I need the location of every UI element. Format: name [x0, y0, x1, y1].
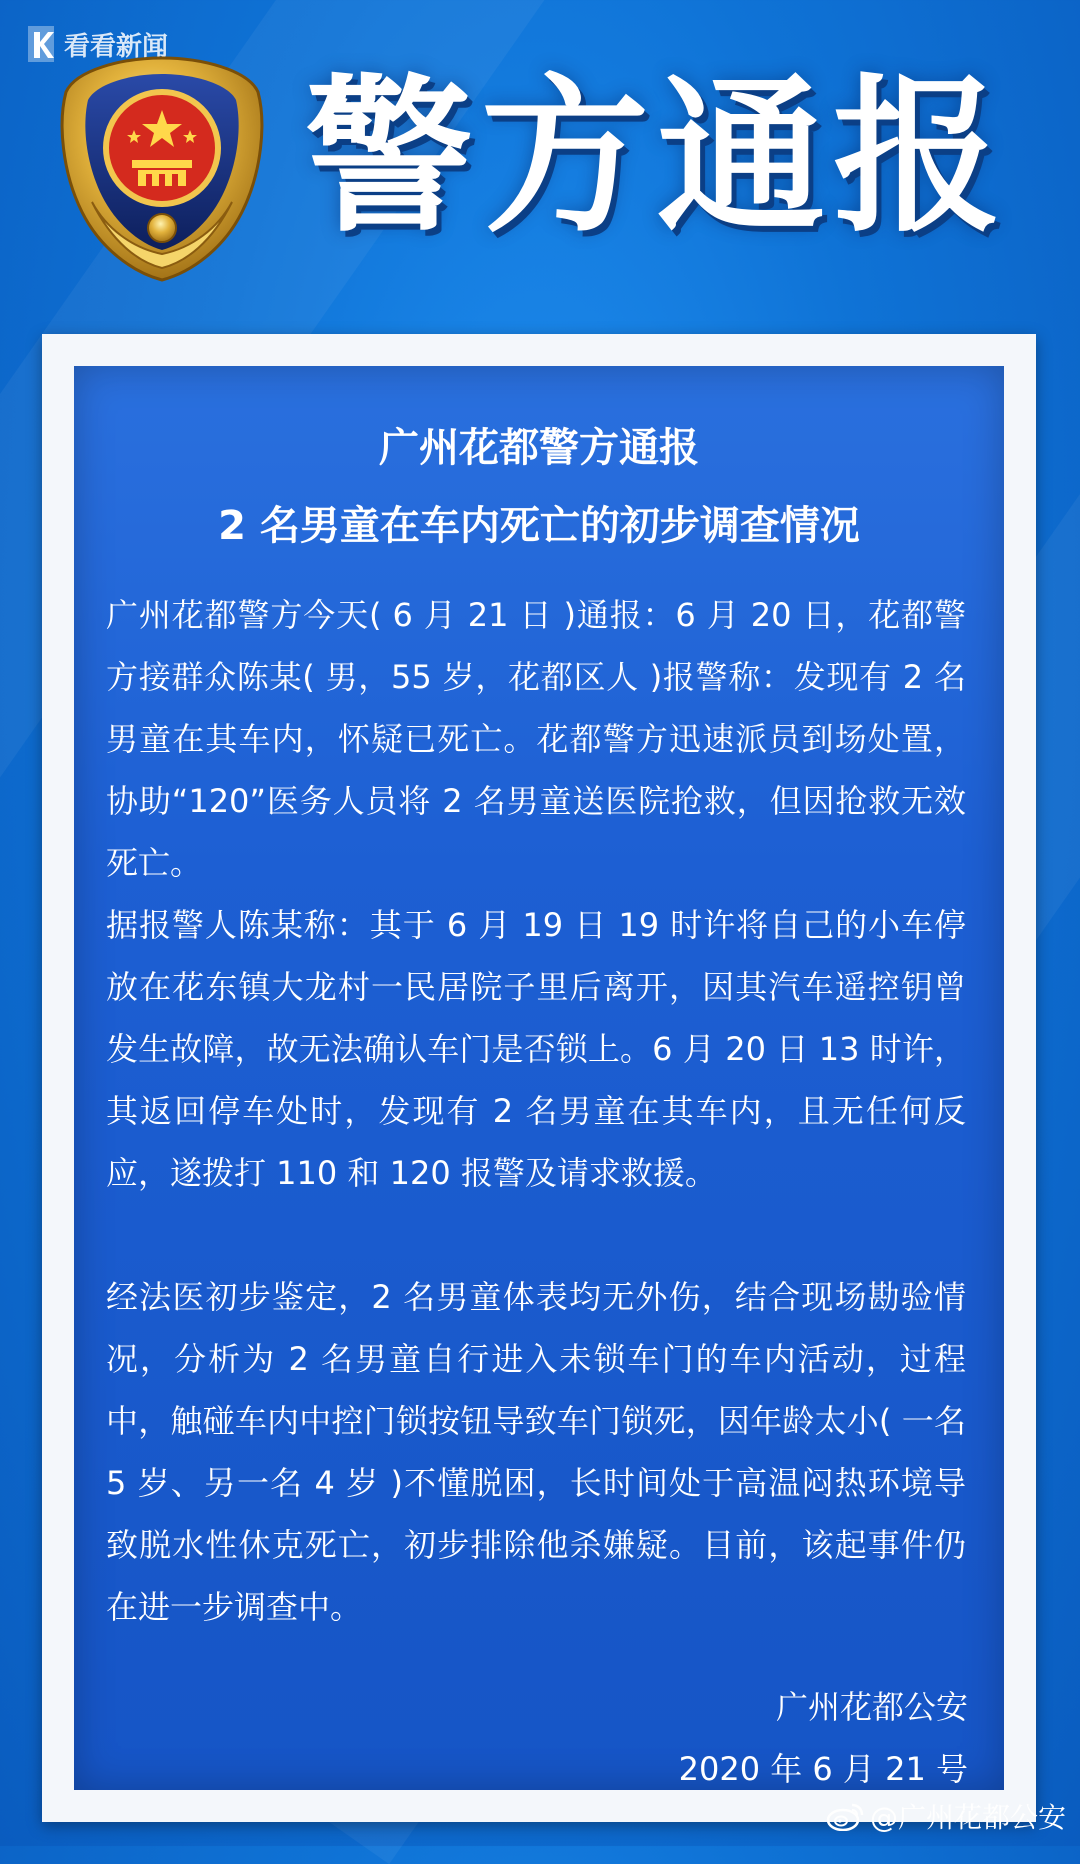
notice-subheading: 2 名男童在车内死亡的初步调查情况: [218, 503, 860, 549]
weibo-icon: [826, 1801, 864, 1831]
notice-heading: 广州花都警方通报: [379, 425, 699, 471]
weibo-watermark: [826, 1796, 1066, 1836]
police-emblem-icon: [52, 52, 272, 284]
paragraph-3: 经法医初步鉴定，2 名男童体表均无外伤，结合现场勘验情况，分析为 2 名男童自行进入未锁车门的车内活动，过程中，触碰车内中控门锁按钮导致车门锁死，因年龄太小( 一名 5 岁、另一名 4 岁 )不懂脱困，长时间处于高温闷热环境导致脱水性休克死亡，初步排除他杀嫌疑。目前，该起事件仍在进一步调查中。: [106, 1278, 966, 1626]
paragraph-2: 据报警人陈某称：其于 6 月 19 日 19 时许将自己的小车停放在花东镇大龙村一民居院子里后离开，因其汽车遥控钥曾发生故障，故无法确认车门是否锁上。6 月 20 日 13 时许，其返回停车处时，发现有 2 名男童在其车内，且无任何反应，遂拨打 110 和 120 报警及请求救援。: [106, 906, 966, 1192]
notice-frame: [42, 334, 1036, 1822]
weibo-handle: @广州花都公安: [869, 1801, 1066, 1834]
watermark-text: 看看新闻: [64, 31, 169, 62]
signature: 广州花都公安: [775, 1688, 968, 1726]
notice-date: 2020 年 6 月 21 号: [678, 1750, 968, 1788]
main-title: 警方通报: [305, 59, 1009, 255]
paragraph-1: 广州花都警方今天( 6 月 21 日 )通报：6 月 20 日，花都警方接群众陈某( 男，55 岁，花都区人 )报警称：发现有 2 名男童在其车内，怀疑已死亡。花都警方迅速派员到场处置，协助“120”医务人员将 2 名男童送医院抢救，但因抢救无效死亡。: [106, 596, 966, 882]
notice-panel: [74, 366, 1004, 1790]
